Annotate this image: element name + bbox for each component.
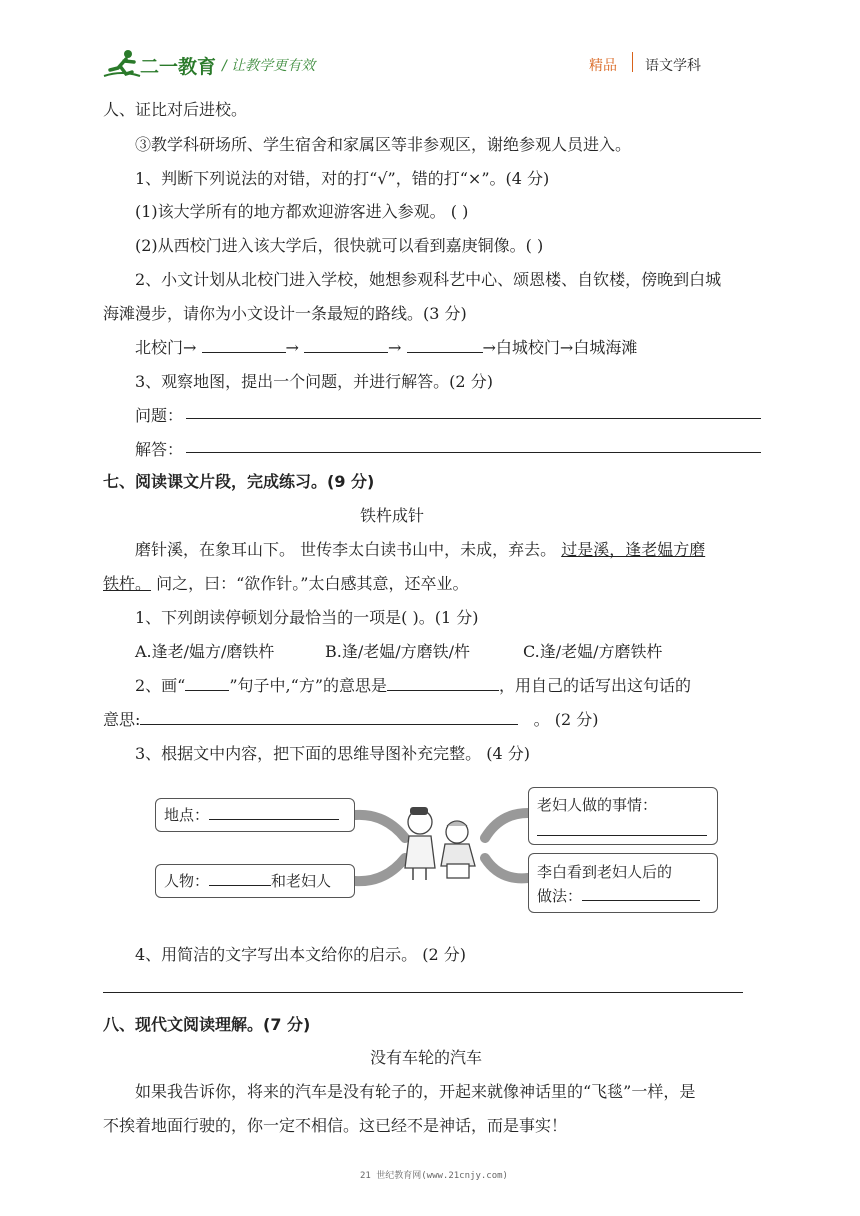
blank-meaning[interactable] xyxy=(387,676,499,691)
route-arrow: → xyxy=(285,338,299,357)
blank-short[interactable] xyxy=(185,676,229,691)
footer-text: 21 世纪教育网(www.21cnjy.com) xyxy=(360,1171,508,1181)
underlined-sentence: 铁杵。 xyxy=(103,574,152,593)
subject-label: 语文学科 xyxy=(645,58,701,74)
underlined-sentence: 过是溪，逢老媪方磨 xyxy=(561,540,706,559)
q2-text: 。 (2 分) xyxy=(533,710,599,729)
logo-text: 二一教育 xyxy=(140,56,217,78)
map-box-libai xyxy=(528,853,718,913)
libai-old-woman-illustration xyxy=(395,800,485,885)
question-7-4: 4、用简洁的文字写出本文给你的启示。 (2 分) xyxy=(135,945,467,964)
map-woman-blank[interactable] xyxy=(537,825,707,836)
option-b: B.逢/老媪/方磨铁/杵 xyxy=(325,642,471,661)
q2-text: ”句子中,“方”的意思是 xyxy=(229,676,388,695)
question-3: 3、观察地图，提出一个问题，并进行解答。(2 分) xyxy=(135,372,493,391)
blank-own-words[interactable] xyxy=(140,710,518,725)
question-label: 问题： xyxy=(135,406,184,425)
map-libai-blank[interactable] xyxy=(582,890,700,901)
passage-title: 铁杵成针 xyxy=(360,506,425,525)
text-line: 人、证比对后进校。 xyxy=(103,100,248,119)
passage-line-1 xyxy=(135,537,705,560)
option-a: A.逢老/媪方/磨铁杵 xyxy=(135,642,275,661)
question-7-2 xyxy=(135,673,691,696)
passage-8-line-2: 不挨着地面行驶的，你一定不相信。这已经不是神话，而是事实！ xyxy=(103,1116,568,1135)
question-2: 2、小文计划从北校门进入学校，她想参观科艺中心、颂恩楼、自钦楼，傍晚到白城 xyxy=(135,270,722,289)
quality-label: 精品 xyxy=(589,58,617,74)
option-c: C.逢/老媪/方磨铁杵 xyxy=(523,642,663,661)
map-libai-label: 李白看到老妇人后的 xyxy=(537,863,673,881)
question-1: 1、判断下列说法的对错，对的打“√”，错的打“×”。(4 分) xyxy=(135,169,550,188)
map-box-woman xyxy=(528,787,718,845)
passage-text: 问之，曰：“欲作针。”太白感其意，还卒业。 xyxy=(151,574,469,593)
route-line xyxy=(135,335,637,358)
map-woman-label: 老妇人做的事情： xyxy=(537,796,658,814)
question-7-2-cont xyxy=(103,707,599,730)
passage-8-line-1: 如果我告诉你，将来的汽车是没有轮子的，开起来就像神话里的“飞毯”一样，是 xyxy=(135,1082,696,1101)
section-7-title: 七、阅读课文片段，完成练习。(9 分) xyxy=(103,472,375,491)
q2-text: 意思: xyxy=(103,710,141,729)
route-blank-3[interactable] xyxy=(407,338,483,353)
question-answer-line[interactable] xyxy=(186,418,761,419)
passage-text: 磨针溪，在象耳山下。 世传李太白读书山中，未成，弃去。 xyxy=(135,540,557,559)
map-people-blank[interactable] xyxy=(209,875,271,886)
map-people-label: 人物： xyxy=(164,872,210,890)
question-1-1: (1)该大学所有的地方都欢迎游客进入参观。 ( ) xyxy=(135,202,469,221)
map-place-blank[interactable] xyxy=(209,809,339,820)
question-1-2: (2)从西校门进入该大学后，很快就可以看到嘉庚铜像。( ) xyxy=(135,236,544,255)
route-blank-1[interactable] xyxy=(202,338,286,353)
q2-text: ，用自己的话写出这句话的 xyxy=(499,676,692,695)
passage-line-2 xyxy=(103,571,468,594)
answer-label: 解答： xyxy=(135,440,184,459)
map-place-label: 地点： xyxy=(164,806,210,824)
route-blank-2[interactable] xyxy=(304,338,388,353)
header-separator xyxy=(632,52,633,72)
map-box-place xyxy=(155,798,355,832)
question-2-cont: 海滩漫步，请你为小文设计一条最短的路线。(3 分) xyxy=(103,304,467,323)
passage-title-8: 没有车轮的汽车 xyxy=(370,1048,483,1067)
q2-text: 2、画“ xyxy=(135,676,186,695)
answer-line[interactable] xyxy=(186,452,761,453)
map-libai-label-2: 做法： xyxy=(537,887,583,905)
section-8-title: 八、现代文阅读理解。(7 分) xyxy=(103,1015,311,1034)
route-arrow: → xyxy=(388,338,402,357)
map-box-people xyxy=(155,864,355,898)
question-7-3: 3、根据文中内容，把下面的思维导图补充完整。 (4 分) xyxy=(135,744,531,763)
question-7-1: 1、下列朗读停顿划分最恰当的一项是( )。(1 分) xyxy=(135,608,479,627)
text-line: ③教学科研场所、学生宿舍和家属区等非参观区，谢绝参观人员进入。 xyxy=(135,135,632,154)
slogan: / 让教学更有效 xyxy=(222,58,316,74)
answer-line-7-4[interactable] xyxy=(103,992,743,993)
route-end: →白城校门→白城海滩 xyxy=(482,338,638,357)
logo-runner-icon xyxy=(102,48,142,80)
map-people-tail: 和老妇人 xyxy=(271,872,332,890)
route-start: 北校门→ xyxy=(135,338,197,357)
